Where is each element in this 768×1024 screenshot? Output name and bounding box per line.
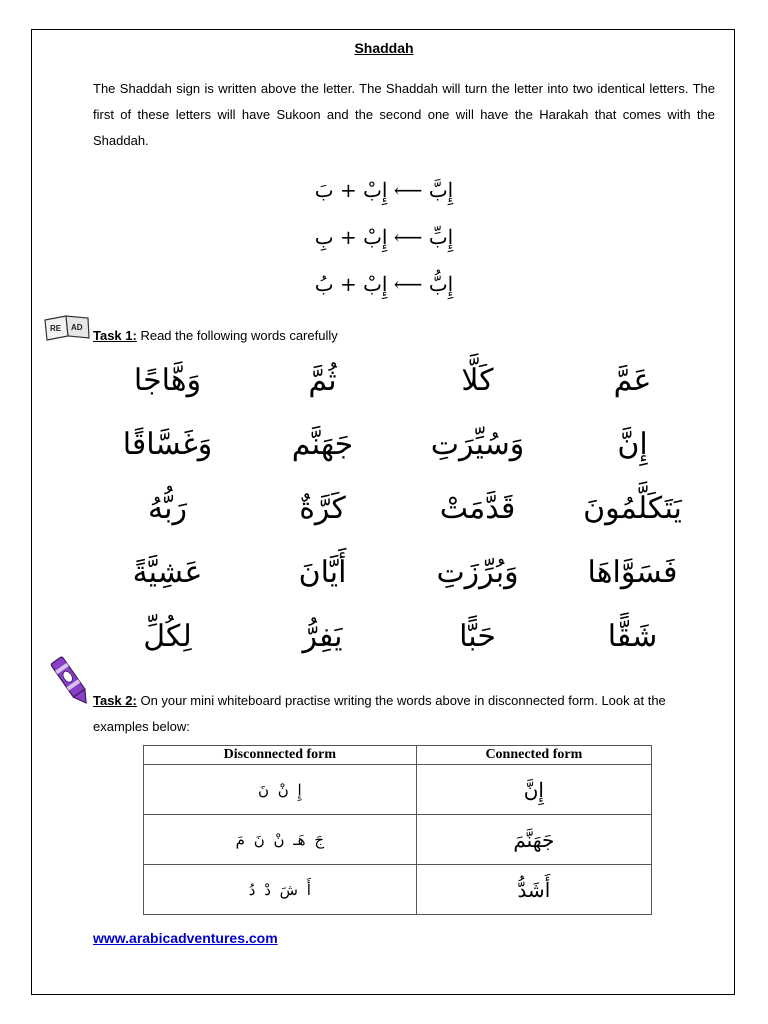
word-row	[90, 420, 710, 484]
word: قَدَّمَتْ	[439, 491, 516, 526]
word: فَسَوَّاهَا	[587, 555, 678, 590]
example-row: إِبِّ ⟵ إِبْ + بِ	[314, 225, 454, 249]
connected-cell: إِنَّ	[416, 765, 651, 815]
website-link[interactable]: www.arabicadventures.com	[93, 930, 278, 946]
shaddah-examples	[0, 176, 768, 317]
forms-table	[143, 745, 652, 915]
word: وَغَسَّاقًا	[122, 427, 213, 462]
example-row: إِبَّ ⟵ إِبْ + بَ	[314, 178, 454, 202]
disconnected-cell: إِ نْ نَ	[144, 765, 417, 815]
word: وَهَّاجًا	[133, 363, 202, 398]
word: كَلَّا	[461, 363, 494, 398]
task1	[93, 323, 708, 349]
disconnected-cell: جَ هَـ نْ نَ مَ	[144, 815, 417, 865]
header-connected: Connected form	[416, 746, 651, 765]
task2	[93, 688, 708, 740]
header-disconnected: Disconnected form	[144, 746, 417, 765]
word: كَرَّةٌ	[299, 491, 346, 526]
word-row	[90, 356, 710, 420]
task1-label: Task 1:	[93, 328, 137, 343]
word: ثُمَّ	[308, 363, 337, 398]
page-title: Shaddah	[354, 40, 414, 56]
task2-text: On your mini whiteboard practise writing the words above in disconnected form. Look at the examples below:	[93, 693, 666, 734]
table-row	[144, 765, 652, 815]
word: يَتَكَلَّمُونَ	[583, 491, 682, 526]
table-header-row	[144, 746, 652, 765]
word: وَسُيِّرَتِ	[430, 427, 525, 462]
word: وَبُرِّزَتِ	[436, 555, 519, 590]
crayon-icon	[50, 650, 90, 710]
task1-text: Read the following words carefully	[136, 328, 338, 343]
table-row	[144, 815, 652, 865]
disconnected-cell: أَ شَ دْ دُ	[144, 865, 417, 915]
word: عَمَّ	[613, 363, 652, 398]
word-row	[90, 612, 710, 676]
intro-paragraph: The Shaddah sign is written above the letter. The Shaddah will turn the letter into two identical letters. The first of these letters will have Sukoon and the second one will have the Harakah that comes with the Shaddah.	[93, 81, 715, 148]
word-grid	[90, 356, 710, 676]
word: رَبُّهُ	[148, 491, 187, 526]
word-row	[90, 548, 710, 612]
word: جَهَنَّم	[291, 427, 354, 462]
word: يَفِرُّ	[302, 619, 343, 654]
connected-cell: أَشَدُّ	[416, 865, 651, 915]
example-row: إِبُّ ⟵ إِبْ + بُ	[314, 272, 454, 296]
word: لِكُلِّ	[143, 619, 192, 654]
word: أَيَّانَ	[298, 555, 347, 590]
read-book-icon	[42, 312, 92, 342]
word: شَقًّا	[607, 619, 658, 654]
connected-cell: جَهَنَّمَ	[416, 815, 651, 865]
table-row	[144, 865, 652, 915]
word: عَشِيَّةً	[132, 555, 203, 590]
word: إِنَّ	[617, 427, 648, 462]
word: حَبًّا	[459, 619, 496, 654]
task2-label: Task 2:	[93, 693, 137, 708]
word-row	[90, 484, 710, 548]
svg-text:RE: RE	[50, 324, 62, 333]
svg-text:AD: AD	[71, 323, 83, 332]
